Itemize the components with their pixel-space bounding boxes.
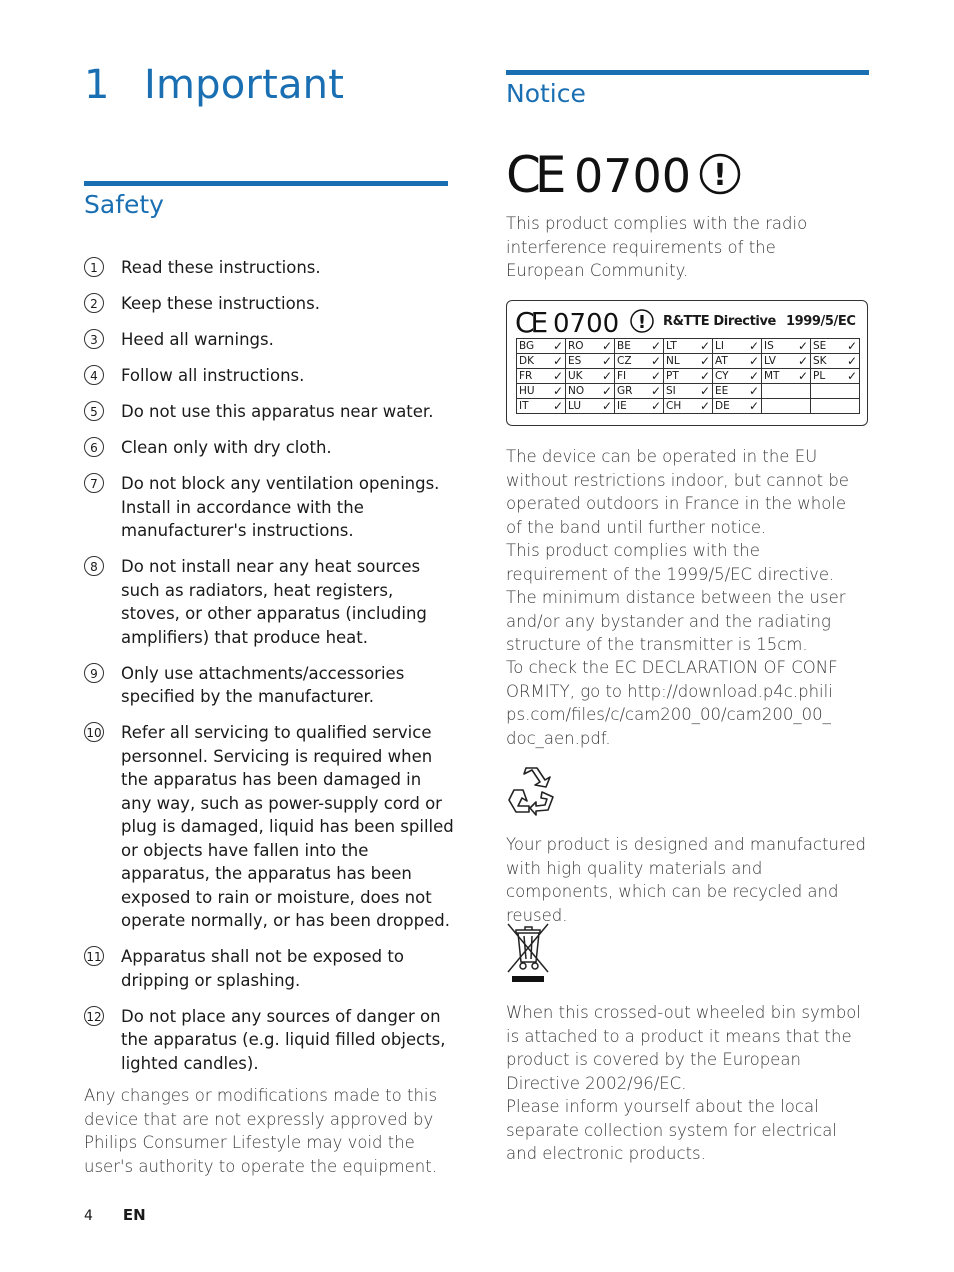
- item-number-badge: 1: [84, 257, 104, 277]
- country-cell: [811, 369, 860, 384]
- safety-item: [84, 436, 454, 460]
- country-cell: [664, 339, 713, 354]
- country-code: HU: [519, 385, 535, 397]
- country-code: PL: [813, 370, 826, 382]
- safety-item: [84, 555, 454, 649]
- country-cell: [713, 369, 762, 384]
- country-code: DE: [715, 400, 730, 412]
- safety-item: [84, 945, 454, 992]
- check-icon: ✓: [601, 339, 612, 353]
- check-icon: ✓: [552, 384, 563, 398]
- country-code: LV: [764, 355, 776, 367]
- check-icon: ✓: [846, 369, 857, 383]
- country-cell: [615, 384, 664, 399]
- check-icon: ✓: [797, 354, 808, 368]
- check-icon: ✓: [601, 399, 612, 413]
- safety-item-text: Apparatus shall not be exposed to dripping or splashing.: [121, 947, 404, 990]
- weee-text-1: When this crossed-out wheeled bin symbol is attached to a product it means that the product is covered by the European Directive 2002/96/EC.: [506, 1003, 861, 1093]
- country-code: CH: [666, 400, 682, 412]
- country-code: ES: [568, 355, 582, 367]
- country-code: EE: [715, 385, 729, 397]
- country-cell: [811, 354, 860, 369]
- check-icon: ✓: [552, 369, 563, 383]
- ce-country-table: [506, 300, 868, 426]
- check-icon: ✓: [748, 399, 759, 413]
- country-code: IS: [764, 340, 774, 352]
- check-icon: ✓: [650, 399, 661, 413]
- country-code: IT: [519, 400, 529, 412]
- check-icon: ✓: [650, 384, 661, 398]
- safety-item-text: Do not use this apparatus near water.: [121, 402, 434, 421]
- eu-text-4: To check the EC DECLARATION OF CONFORMITY, go to http://download.p4c.philips.com/files/c/cam200_00/cam200_00_doc_aen.pdf.: [506, 658, 838, 748]
- country-cell: [762, 354, 811, 369]
- ce-number: 0700: [574, 149, 692, 202]
- country-code: UK: [568, 370, 583, 382]
- ce-mark-small-icon: CE: [515, 306, 545, 337]
- item-number-badge: 7: [84, 473, 104, 493]
- country-cell: [615, 399, 664, 414]
- country-cell: [615, 369, 664, 384]
- directive-code: 1999/5/EC: [785, 314, 856, 329]
- check-icon: ✓: [699, 369, 710, 383]
- country-code: DK: [519, 355, 534, 367]
- country-code: GR: [617, 385, 633, 397]
- safety-item: [84, 364, 454, 388]
- country-code: SK: [813, 355, 827, 367]
- country-cell: [517, 369, 566, 384]
- check-icon: ✓: [797, 369, 808, 383]
- country-cell: [762, 399, 811, 414]
- check-icon: ✓: [699, 339, 710, 353]
- chapter-title-text: Important: [144, 62, 345, 108]
- country-cell: [566, 399, 615, 414]
- check-icon: ✓: [601, 369, 612, 383]
- check-icon: ✓: [699, 384, 710, 398]
- changes-note: Any changes or modifications made to this device that are not expressly approved by Philips Consumer Lifestyle may void the user's authority to operate the equipment.: [84, 1086, 438, 1176]
- country-code: SI: [666, 385, 676, 397]
- safety-item: [84, 721, 454, 933]
- check-icon: ✓: [846, 354, 857, 368]
- country-cell: [517, 339, 566, 354]
- safety-item-text: Follow all instructions.: [121, 366, 305, 385]
- item-number-badge: 6: [84, 437, 104, 457]
- weee-text-2: Please inform yourself about the local separate collection system for electrical and electronic products.: [506, 1097, 837, 1163]
- safety-item-text: Heed all warnings.: [121, 330, 274, 349]
- country-cell: [517, 399, 566, 414]
- eu-text-3: The minimum distance between the user and/or any bystander and the radiating structure of the transmitter is 15cm.: [506, 588, 846, 654]
- country-cell: [762, 339, 811, 354]
- recycle-text: Your product is designed and manufactured with high quality materials and components, which can be recycled and reused.: [506, 835, 866, 925]
- safety-item-text: Refer all servicing to qualified service personnel. Servicing is required when the apparatus has been damaged in any way, such as power-supply cord or plug is damaged, liquid has been spilled or objects have fallen into the apparatus, the apparatus has been exposed to rain or moisture, does not operate normally, or has been dropped.: [121, 723, 454, 930]
- country-cell: [811, 399, 860, 414]
- country-grid: [516, 338, 860, 414]
- safety-item-text: Do not block any ventilation openings. Install in accordance with the manufacturer's instructions.: [121, 474, 440, 540]
- country-code: RO: [568, 340, 584, 352]
- safety-title: Safety: [84, 190, 164, 219]
- safety-list: [84, 256, 454, 1088]
- item-number-badge: 10: [84, 722, 104, 742]
- country-cell: [713, 384, 762, 399]
- safety-item-text: Keep these instructions.: [121, 294, 320, 313]
- crossed-bin-icon: [506, 922, 550, 984]
- alert-small-symbol: !: [637, 312, 647, 333]
- country-code: NO: [568, 385, 585, 397]
- chapter-number: 1: [84, 62, 110, 108]
- radio-text: This product complies with the radio interference requirements of the European Community.: [506, 214, 808, 280]
- check-icon: ✓: [748, 339, 759, 353]
- item-number-badge: 4: [84, 365, 104, 385]
- directive-label: [663, 314, 855, 329]
- country-code: NL: [666, 355, 680, 367]
- safety-item-text: Read these instructions.: [121, 258, 321, 277]
- country-code: CY: [715, 370, 729, 382]
- ce-number-small: 0700: [553, 309, 620, 337]
- country-row: [517, 399, 860, 414]
- country-code: LU: [568, 400, 582, 412]
- check-icon: ✓: [797, 339, 808, 353]
- check-icon: ✓: [748, 384, 759, 398]
- item-number-badge: 11: [84, 946, 104, 966]
- country-code: FI: [617, 370, 627, 382]
- check-icon: ✓: [748, 354, 759, 368]
- country-cell: [566, 354, 615, 369]
- check-icon: ✓: [552, 354, 563, 368]
- eu-text-2: This product complies with the requirement of the 1999/5/EC directive.: [506, 541, 835, 584]
- country-code: SE: [813, 340, 827, 352]
- check-icon: ✓: [699, 354, 710, 368]
- country-cell: [664, 384, 713, 399]
- country-row: [517, 354, 860, 369]
- safety-item-text: Do not install near any heat sources such as radiators, heat registers, stoves, or other apparatus (including amplifiers) that produce heat.: [121, 557, 427, 647]
- ce-mark-icon: CE: [506, 146, 561, 202]
- country-cell: [615, 354, 664, 369]
- check-icon: ✓: [650, 369, 661, 383]
- notice-title: Notice: [506, 79, 586, 108]
- safety-item-text: Do not place any sources of danger on the apparatus (e.g. liquid filled objects, lighted candles).: [121, 1006, 446, 1073]
- country-cell: [762, 369, 811, 384]
- country-cell: [566, 339, 615, 354]
- country-code: AT: [715, 355, 728, 367]
- item-number-badge: 8: [84, 556, 104, 576]
- country-row: [517, 384, 860, 399]
- check-icon: ✓: [846, 339, 857, 353]
- country-code: BG: [519, 340, 535, 352]
- safety-item: [84, 472, 454, 543]
- country-code: MT: [764, 370, 780, 382]
- country-cell: [762, 384, 811, 399]
- item-number-badge: 9: [84, 663, 104, 683]
- notice-rule: [506, 70, 869, 75]
- country-code: IE: [617, 400, 627, 412]
- country-code: FR: [519, 370, 533, 382]
- safety-item: [84, 662, 454, 709]
- country-cell: [566, 384, 615, 399]
- country-cell: [713, 339, 762, 354]
- country-code: CZ: [617, 355, 632, 367]
- check-icon: ✓: [748, 369, 759, 383]
- check-icon: ✓: [601, 384, 612, 398]
- directive-text: R&TTE Directive: [663, 314, 776, 329]
- country-cell: [517, 384, 566, 399]
- check-icon: ✓: [699, 399, 710, 413]
- check-icon: ✓: [552, 399, 563, 413]
- safety-item: [84, 400, 454, 424]
- check-icon: ✓: [650, 354, 661, 368]
- country-row: [517, 339, 860, 354]
- alert-symbol: !: [713, 158, 727, 193]
- safety-item: [84, 292, 454, 316]
- check-icon: ✓: [552, 339, 563, 353]
- language-code: EN: [122, 1206, 146, 1224]
- safety-item-text: Only use attachments/accessories specified by the manufacturer.: [121, 663, 405, 706]
- eu-text-1: The device can be operated in the EU without restrictions indoor, but cannot be operated outdoors in France in the whole of the band until further notice.: [506, 447, 849, 537]
- country-cell: [713, 354, 762, 369]
- safety-item: [84, 256, 454, 280]
- safety-rule: [84, 181, 448, 186]
- safety-item: [84, 328, 454, 352]
- chapter-title: [84, 62, 344, 108]
- country-row: [517, 369, 860, 384]
- country-code: PT: [666, 370, 679, 382]
- check-icon: ✓: [601, 354, 612, 368]
- country-cell: [664, 399, 713, 414]
- country-cell: [517, 354, 566, 369]
- check-icon: ✓: [650, 339, 661, 353]
- item-number-badge: 3: [84, 329, 104, 349]
- country-cell: [811, 384, 860, 399]
- country-cell: [664, 369, 713, 384]
- item-number-badge: 12: [84, 1006, 104, 1026]
- safety-item-text: Clean only with dry cloth.: [121, 438, 332, 457]
- page-number: 4: [84, 1208, 93, 1224]
- country-code: BE: [617, 340, 631, 352]
- country-cell: [811, 339, 860, 354]
- country-code: LT: [666, 340, 677, 352]
- country-code: LI: [715, 340, 724, 352]
- ce-mark-large: [506, 146, 746, 202]
- item-number-badge: 5: [84, 401, 104, 421]
- country-cell: [615, 339, 664, 354]
- page-footer: [84, 1206, 146, 1224]
- country-cell: [664, 354, 713, 369]
- safety-item: [84, 1005, 454, 1076]
- country-cell: [713, 399, 762, 414]
- country-cell: [566, 369, 615, 384]
- recycle-icon: [506, 766, 556, 816]
- item-number-badge: 2: [84, 293, 104, 313]
